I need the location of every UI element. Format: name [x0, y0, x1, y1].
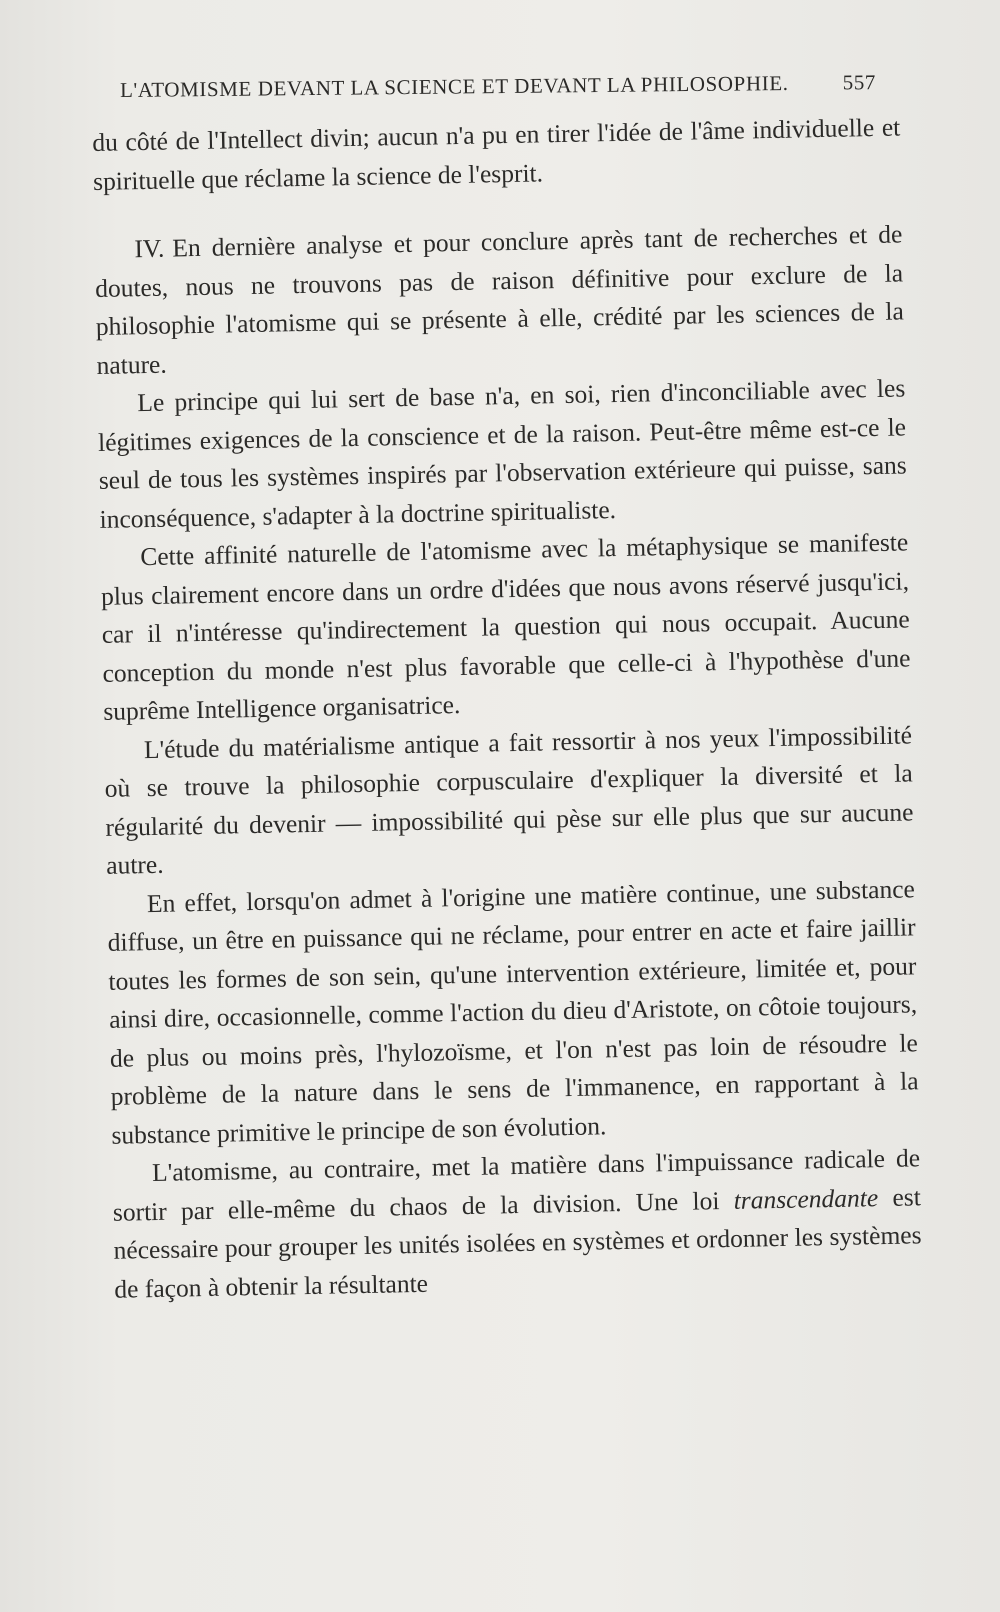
- paragraph-continuation: [92, 108, 901, 200]
- paragraph-text: L'étude du matérialisme antique a fait ressortir à nos yeux l'impossibilité où se trouve la philosophie corpusculaire d'expliquer la diversité et la régularité du devenir — impossibilité qui pèse sur elle plus que sur aucune autre.: [104, 719, 914, 880]
- paragraph-text: est nécessaire pour grouper les unités isolées en systèmes et ordonner les systèmes de façon à obtenir la résultante: [113, 1181, 922, 1304]
- section-number: IV.: [134, 233, 165, 264]
- paragraph-text: du côté de l'Intellect divin; aucun n'a pu en tirer l'idée de l'âme individuelle et spirituelle que réclame la science de l'esprit.: [92, 112, 901, 196]
- paragraph-text: Le principe qui lui sert de base n'a, en soi, rien d'inconciliable avec les légitimes exigences de la conscience et de la raison. Peut-être même est-ce le seul de tous les systèmes inspirés par l'observation extérieure qui puisse, sans inconséquence, s'adapter à la doctrine spiritualiste.: [97, 373, 907, 534]
- paragraph-section-iv: [94, 215, 905, 384]
- paragraph: [112, 1139, 923, 1308]
- italic-term: transcendante: [733, 1182, 879, 1215]
- paragraph: [97, 369, 908, 538]
- paragraph-text: Cette affinité naturelle de l'atomisme avec la métaphysique se manifeste plus clairement encore dans un ordre d'idées que nous avons réservé jusqu'ici, car il n'intéresse qu'indirectement la question qui nous occupait. Aucune conception du monde n'est plus favorable que celle-ci à l'hypothèse d'une suprême Intelligence organisatrice.: [100, 527, 911, 726]
- paragraph-text: L'atomisme, au contraire, met la matière dans l'impuissance radicale de sortir par elle-même du chaos de la division. Une loi: [112, 1143, 921, 1227]
- paragraph-text: En dernière analyse et pour conclure après tant de recherches et de doutes, nous ne trouvons pas de raison définitive pour exclure de la philosophie l'atomisme qui se présente à elle, crédité par les sciences de la nature.: [94, 219, 905, 380]
- running-title: L'ATOMISME DEVANT LA SCIENCE ET DEVANT LA PHILOSOPHIE.: [119, 70, 789, 102]
- page-number: 557: [842, 70, 877, 95]
- running-header: [120, 70, 876, 103]
- body-text: [92, 108, 923, 1308]
- paragraph: [104, 716, 915, 885]
- paragraph-text: En effet, lorsqu'on admet à l'origine une matière continue, une substance diffuse, un être en puissance qui ne réclame, pour entrer en acte et faire jaillir toutes les formes de son sein, qu'une intervention extérieure, limitée et, pour ainsi dire, occasionnelle, comme l'action du dieu d'Aristote, on côtoie toujours, de plus ou moins près, l'hylozoïsme, et l'on n'est pas loin de résoudre le problème de la nature dans le sens de l'immanence, en rapportant à la substance primitive le principe de son évolution.: [107, 873, 919, 1150]
- paragraph: [107, 870, 920, 1155]
- paragraph: [100, 523, 912, 731]
